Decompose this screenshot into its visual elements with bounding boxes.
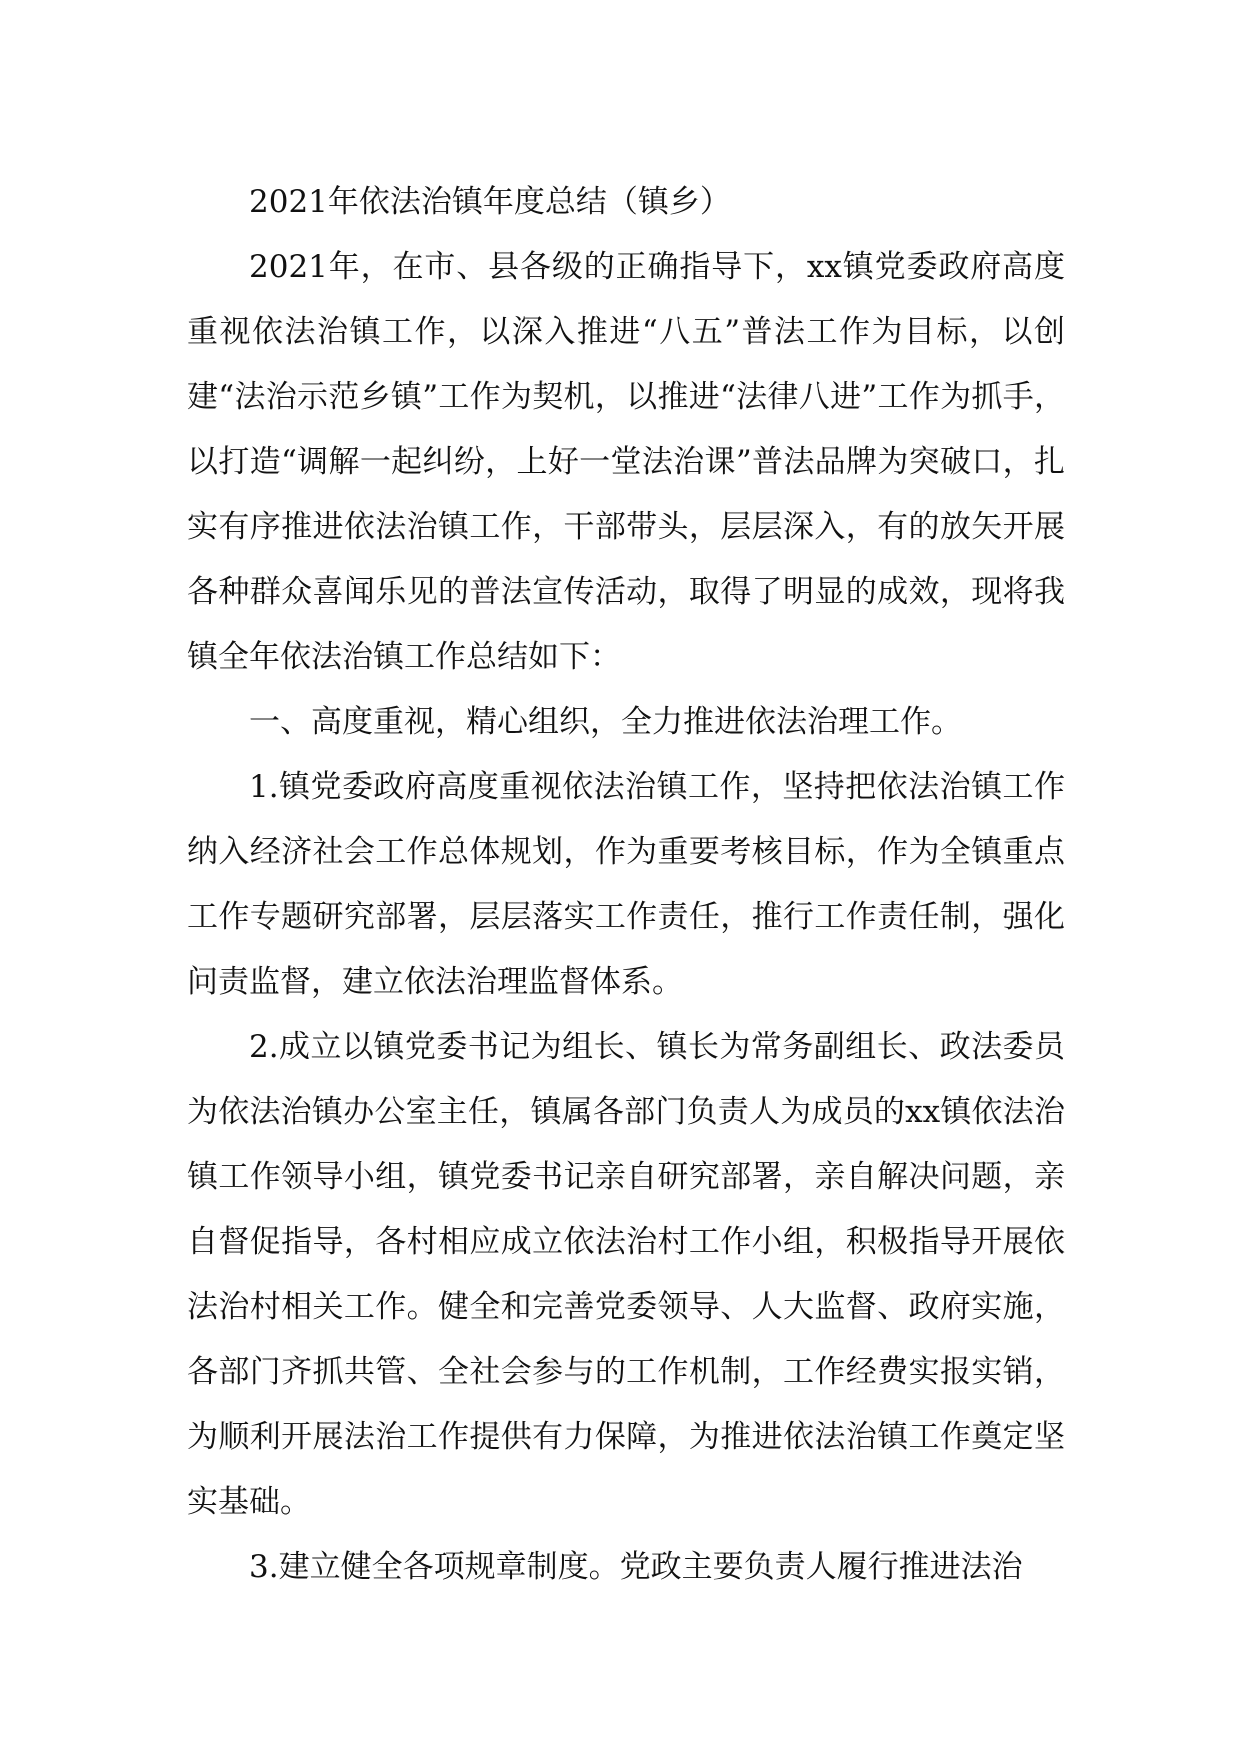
paragraph-intro: 2021年，在市、县各级的正确指导下，xx镇党委政府高度重视依法治镇工作，以深入推进“八五”普法工作为目标，以创建“法治示范乡镇”工作为契机，以推进“法律八进”工作为抓手，以打造“调解一起纠纷，上好一堂法治课”普法品牌为突破口，扎实有序推进依法治镇工作，干部带头，层层深入，有的放矢开展各种群众喜闻乐见的普法宣传活动，取得了明显的成效，现将我镇全年依法治镇工作总结如下： [187, 249, 1065, 675]
document-body [187, 170, 1065, 1600]
paragraph-item-3: 3.建立健全各项规章制度。党政主要负责人履行推进法治 [249, 1549, 1023, 1585]
document-title: 2021年依法治镇年度总结（镇乡） [249, 184, 731, 220]
paragraph-item-1: 1.镇党委政府高度重视依法治镇工作，坚持把依法治镇工作纳入经济社会工作总体规划，作为重要考核目标，作为全镇重点工作专题研究部署，层层落实工作责任，推行工作责任制，强化问责监督，建立依法治理监督体系。 [187, 769, 1065, 1000]
paragraph-item-2: 2.成立以镇党委书记为组长、镇长为常务副组长、政法委员为依法治镇办公室主任，镇属各部门负责人为成员的xx镇依法治镇工作领导小组，镇党委书记亲自研究部署，亲自解决问题，亲自督促指导，各村相应成立依法治村工作小组，积极指导开展依法治村相关工作。健全和完善党委领导、人大监督、政府实施，各部门齐抓共管、全社会参与的工作机制，工作经费实报实销，为顺利开展法治工作提供有力保障，为推进依法治镇工作奠定坚实基础。 [187, 1029, 1065, 1520]
section-heading-1: 一、高度重视，精心组织，全力推进依法治理工作。 [249, 704, 962, 740]
